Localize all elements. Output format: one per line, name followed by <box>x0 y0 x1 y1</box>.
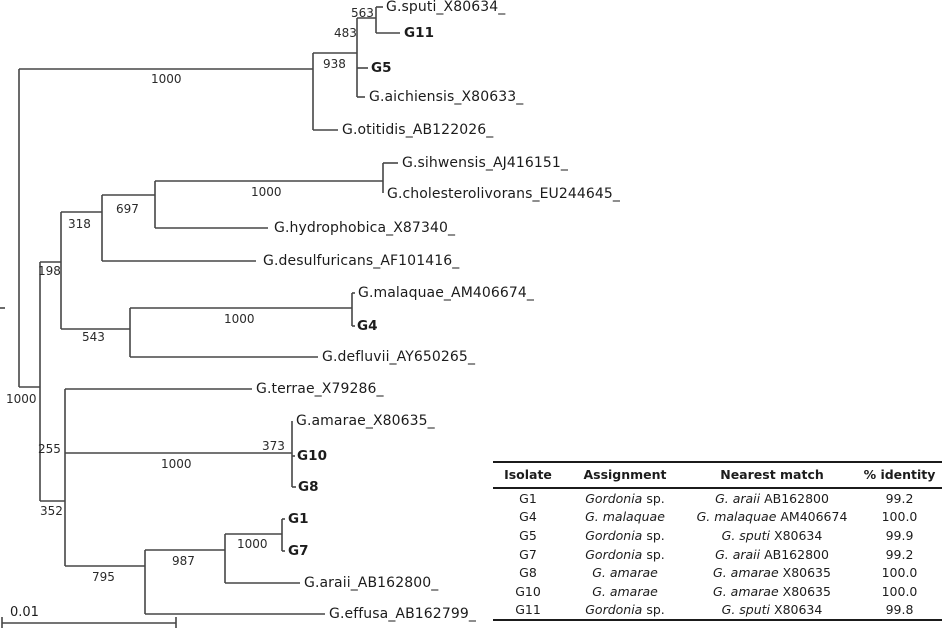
col-header-assignment: Assignment <box>563 462 687 488</box>
cell-nearest-match: G. sputi X80634 <box>721 602 823 618</box>
taxon-label: G10 <box>297 448 328 464</box>
col-header-isolate: Isolate <box>493 462 563 488</box>
taxon-label: G.aichiensis_X80633_ <box>369 89 524 105</box>
taxon-label: G.effusa_AB162799_ <box>329 606 476 622</box>
support-value: 483 <box>334 26 357 40</box>
taxon-label: G.hydrophobica_X87340_ <box>274 220 456 236</box>
taxon-label: G.amarae_X80635_ <box>296 413 435 429</box>
cell-assignment: Gordonia sp. <box>585 527 665 543</box>
cell-assignment: Gordonia sp. <box>585 546 665 562</box>
taxon-label: G.cholesterolivorans_EU244645_ <box>387 186 621 202</box>
taxon-label: G4 <box>357 318 378 334</box>
table-row <box>493 508 942 527</box>
cell-nearest-match: G. malaquae AM406674 <box>696 509 848 525</box>
cell-identity: 100.0 <box>881 583 918 599</box>
taxon-label: G.sputi_X80634_ <box>386 0 506 15</box>
support-value: 1000 <box>151 72 182 86</box>
cell-isolate: G4 <box>519 509 537 525</box>
taxon-label: G.araii_AB162800_ <box>304 575 439 591</box>
support-value: 1000 <box>251 185 282 199</box>
cell-isolate: G11 <box>515 602 541 618</box>
cell-identity: 99.2 <box>885 490 914 506</box>
cell-assignment: Gordonia sp. <box>585 602 665 618</box>
cell-nearest-match: G. araii AB162800 <box>715 546 829 562</box>
cell-nearest-match: G. sputi X80634 <box>721 527 823 543</box>
col-header-nearest-match: Nearest match <box>687 462 857 488</box>
taxon-label: G.otitidis_AB122026_ <box>342 122 494 138</box>
taxon-label: G.desulfuricans_AF101416_ <box>263 253 460 269</box>
taxon-label: G.terrae_X79286_ <box>256 381 384 397</box>
cell-nearest-match: G. araii AB162800 <box>715 490 829 506</box>
support-value: 987 <box>172 554 195 568</box>
scale-bar-label: 0.01 <box>10 605 39 620</box>
cell-assignment: G. malaquae <box>585 509 665 525</box>
support-value: 255 <box>38 442 61 456</box>
table-row <box>493 563 942 582</box>
cell-isolate: G10 <box>515 583 541 599</box>
cell-isolate: G1 <box>519 490 537 506</box>
taxon-label: G.defluvii_AY650265_ <box>322 349 476 365</box>
support-value: 795 <box>92 570 115 584</box>
support-value: 373 <box>262 439 285 453</box>
support-value: 198 <box>38 264 61 278</box>
cell-identity: 99.8 <box>885 602 914 618</box>
support-value: 1000 <box>224 312 255 326</box>
taxon-label: G.sihwensis_AJ416151_ <box>402 155 569 171</box>
table-row <box>493 582 942 601</box>
taxon-label: G8 <box>298 479 319 495</box>
cell-nearest-match: G. amarae X80635 <box>713 565 831 581</box>
table-header-row <box>493 462 942 488</box>
isolate-table <box>493 461 942 621</box>
cell-assignment: G. amarae <box>592 565 658 581</box>
cell-nearest-match: G. amarae X80635 <box>713 583 831 599</box>
cell-identity: 99.2 <box>885 546 914 562</box>
cell-isolate: G8 <box>519 565 537 581</box>
support-value: 697 <box>116 202 139 216</box>
taxon-label: G7 <box>288 543 309 559</box>
cell-identity: 100.0 <box>881 509 918 525</box>
support-value: 1000 <box>161 457 192 471</box>
taxon-label: G5 <box>371 60 392 76</box>
support-value: 1000 <box>6 392 37 406</box>
cell-isolate: G7 <box>519 546 537 562</box>
cell-isolate: G5 <box>519 527 537 543</box>
support-value: 938 <box>323 57 346 71</box>
col-header-identity: % identity <box>857 462 942 488</box>
taxon-label: G1 <box>288 511 309 527</box>
taxon-label: G11 <box>404 25 435 41</box>
support-value: 543 <box>82 330 105 344</box>
support-value: 352 <box>40 504 63 518</box>
table-row <box>493 526 942 545</box>
table-row <box>493 488 942 508</box>
support-value: 1000 <box>237 537 268 551</box>
cell-assignment: G. amarae <box>592 583 658 599</box>
support-value: 318 <box>68 217 91 231</box>
support-value: 563 <box>351 6 374 20</box>
taxon-label: G.malaquae_AM406674_ <box>358 285 535 301</box>
table-row <box>493 545 942 564</box>
cell-identity: 99.9 <box>885 527 914 543</box>
cell-assignment: Gordonia sp. <box>585 490 665 506</box>
table-row <box>493 601 942 621</box>
cell-identity: 100.0 <box>881 565 918 581</box>
